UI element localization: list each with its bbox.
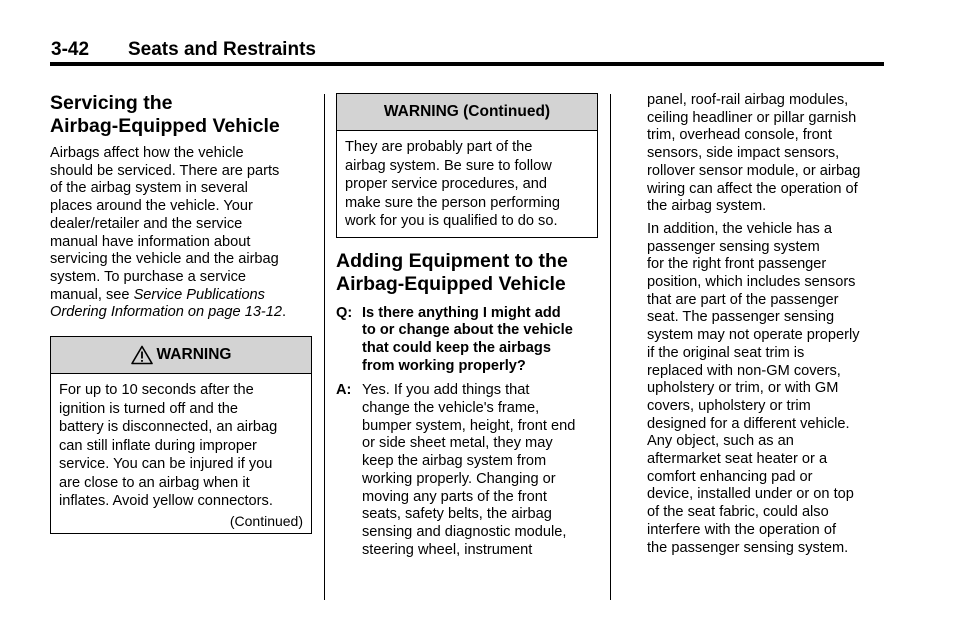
warning-header: WARNING <box>51 337 311 374</box>
cross-reference-link[interactable]: Service Publications <box>133 286 265 303</box>
section-heading: Servicing the Airbag-Equipped Vehicle <box>50 92 280 137</box>
warning-text: They are probably part of the airbag system. Be sure to follow proper service procedures, and make sure the person performing work for you is qualified to do so. <box>345 139 560 229</box>
column-divider <box>610 94 611 600</box>
page-number: 3-42 <box>51 39 90 60</box>
answer-label: A: <box>336 382 352 399</box>
question <box>336 305 598 376</box>
answer <box>336 382 598 559</box>
warning-text: For up to 10 seconds after the ignition is turned off and the battery is disconnected, an airbag can still inflate during improper service. You can be injured if you are close to an airbag when it inflates. Avoid yellow connectors. <box>59 382 278 510</box>
column-divider <box>324 94 325 600</box>
intro-paragraph: Airbags affect how the vehicle should be serviced. There are parts of the airbag system in several places around the vehicle. Your dealer/retailer and the service manual have information about servicing the vehicle and the airbag system. To purchase a service manual, see Service Publications Ordering Information on page 13-12. <box>50 145 287 321</box>
column-left <box>50 92 312 534</box>
answer-text: Yes. If you add things that change the vehicle's frame, bumper system, height, front end or side sheet metal, they may keep the airbag system from working properly. Changing or moving any parts of the front seats, safety belts, the airbag sensing and diagnostic module, steering wheel, instrument <box>362 382 576 558</box>
column-right <box>647 92 887 557</box>
question-text: Is there anything I might add to or change about the vehicle that could keep the airbags from working properly? <box>362 304 573 374</box>
cross-reference-link[interactable]: Ordering Information on page 13-12 <box>50 304 283 321</box>
section-heading: Adding Equipment to the Airbag-Equipped Vehicle <box>336 249 568 295</box>
section-title: Seats and Restraints <box>128 39 316 60</box>
warning-header: WARNING (Continued) <box>337 94 597 131</box>
paragraph: panel, roof-rail airbag modules, ceiling headliner or pillar garnish trim, overhead console, front sensors, side impact sensors, rollover sensor module, or airbag wiring can affect the operation of the airbag system. <box>647 92 861 215</box>
paragraph: In addition, the vehicle has a passenger sensing system for the right front passenger position, which includes sensors that are part of the passenger seat. The passenger sensing system may not operate properly if the original seat trim is replaced with non-GM covers, upholstery or trim, or with GM covers, upholstery or trim designed for a different vehicle. Any object, such as an aftermarket seat heater or a comfort enhancing pad or device, installed under or on top of the seat fabric, could also interfere with the operation of the passenger sensing system. <box>647 220 860 556</box>
warning-box <box>50 336 312 534</box>
question-label: Q: <box>336 304 353 321</box>
column-middle <box>336 93 598 559</box>
warning-continued-box <box>336 93 598 238</box>
warning-triangle-icon <box>131 345 153 365</box>
continued-label: (Continued) <box>229 512 303 529</box>
page-header <box>50 38 884 66</box>
